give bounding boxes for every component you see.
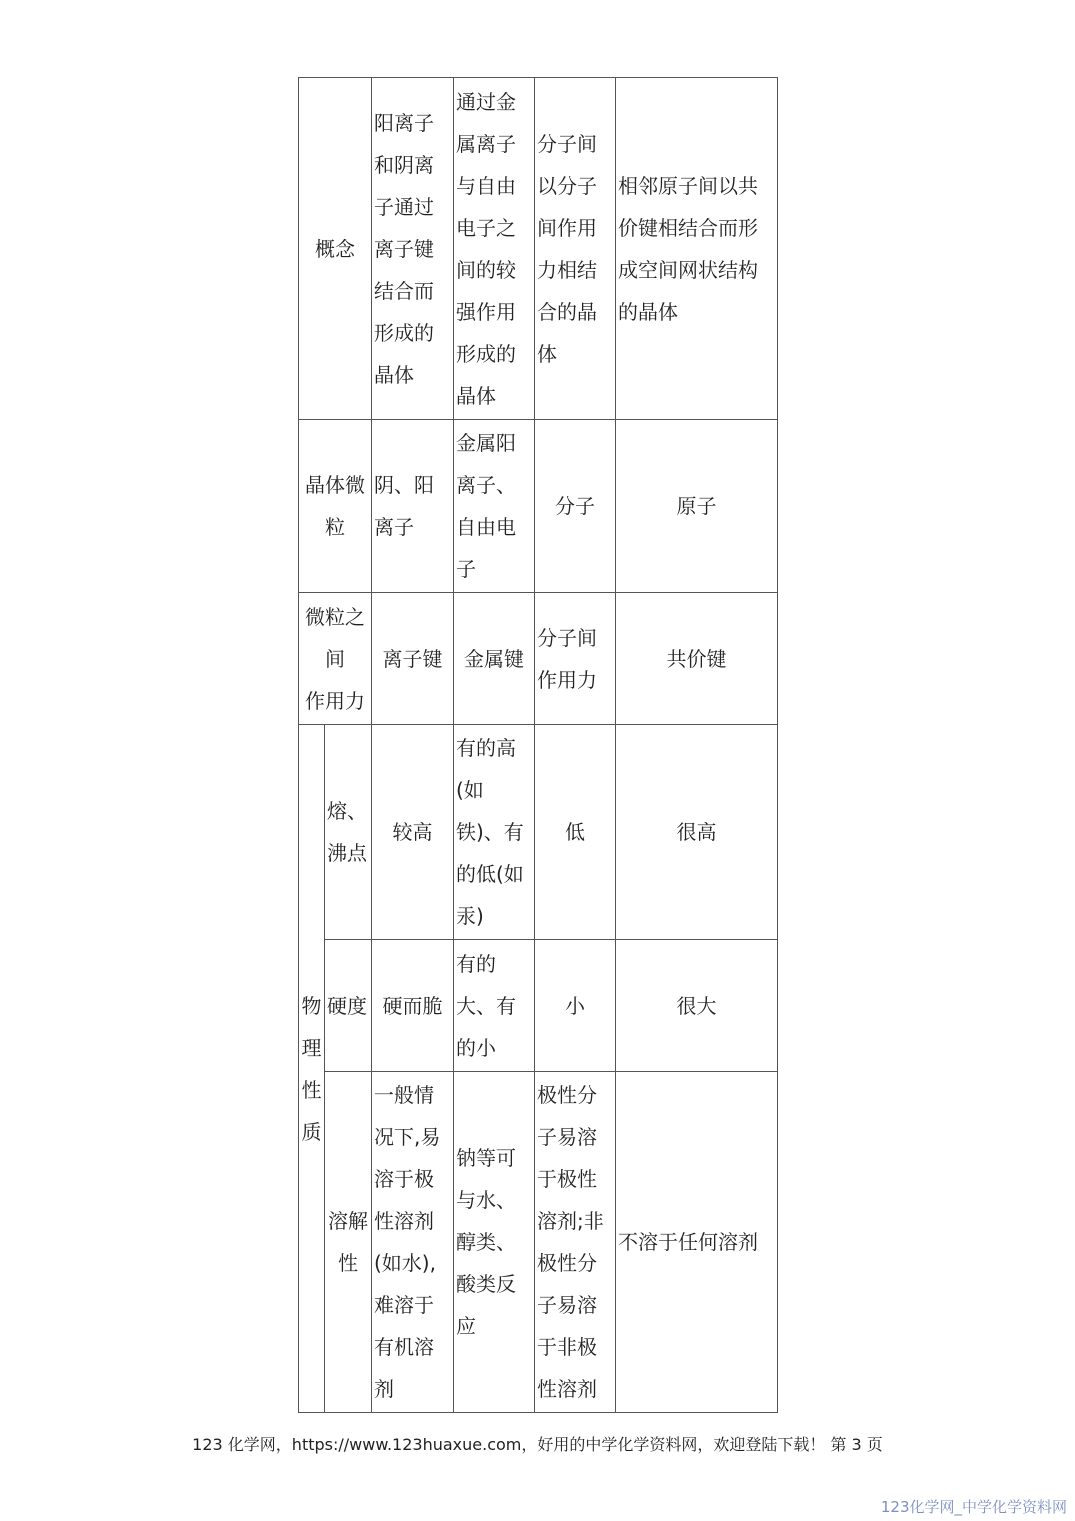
grid-line [298,1412,778,1413]
row-force-molecular: 分子间 作用力 [537,625,597,692]
solubility-metallic: 钠等可 与水、 醇类、 酸类反 应 [456,1146,516,1338]
physical-properties-label: 物 理 性 质 [301,993,322,1144]
row-concept-atomic: 相邻原子间以共 价键相结合而形 成空间网状结构 的晶体 [618,173,758,324]
row-concept-ionic: 阳离子 和阴离 子通过 离子键 结合而 形成的 晶体 [374,110,434,387]
melting-point-label: 熔、 沸点 [327,799,367,865]
grid-line [453,77,454,1413]
page-footer: 123 化学网，https://www.123huaxue.com，好用的中学化学资料网，欢迎登陆下载！ 第 3 页 [192,1435,883,1454]
row-force-label: 微粒之 间 作用力 [305,604,365,713]
melting-point-ionic: 较高 [392,820,433,844]
row-force-ionic: 离子键 [382,646,443,671]
hardness-molecular: 小 [565,993,585,1018]
grid-line [777,77,778,1413]
solubility-label: 溶解 性 [328,1209,368,1275]
row-force-atomic: 共价键 [666,646,727,671]
row-force-metallic: 金属键 [464,646,524,671]
row-particle-label: 晶体微 粒 [305,473,365,539]
solubility-ionic: 一般情 况下,易 溶于极 性溶剂 (如水), 难溶于 有机溶 剂 [374,1083,441,1401]
hardness-ionic: 硬而脆 [382,993,443,1018]
row-concept-molecular: 分子间 以分子 间作用 力相结 合的晶 体 [537,131,597,366]
melting-point-metallic: 有的高 (如 铁)、有 的低(如 汞) [456,736,524,928]
row-particle-ionic: 阴、阳 离子 [374,473,434,539]
melting-point-molecular: 低 [565,820,585,844]
hardness-atomic: 很大 [676,993,717,1018]
row-particle-molecular: 分子 [555,494,595,518]
melting-point-atomic: 很高 [676,820,717,844]
hardness-metallic: 有的 大、有 的小 [456,951,516,1060]
row-concept-metallic: 通过金 属离子 与自由 电子之 间的较 强作用 形成的 晶体 [456,89,516,408]
site-watermark: 123化学网_中学化学资料网 [880,1498,1067,1516]
row-particle-atomic: 原子 [676,494,717,518]
row-concept-label: 概念 [315,236,355,261]
hardness-label: 硬度 [327,993,367,1018]
solubility-molecular: 极性分 子易溶 于极性 溶剂;非 极性分 子易溶 于非极 性溶剂 [537,1083,604,1401]
row-particle-metallic: 金属阳 离子、 自由电 子 [456,431,516,581]
solubility-atomic: 不溶于任何溶剂 [618,1230,758,1254]
